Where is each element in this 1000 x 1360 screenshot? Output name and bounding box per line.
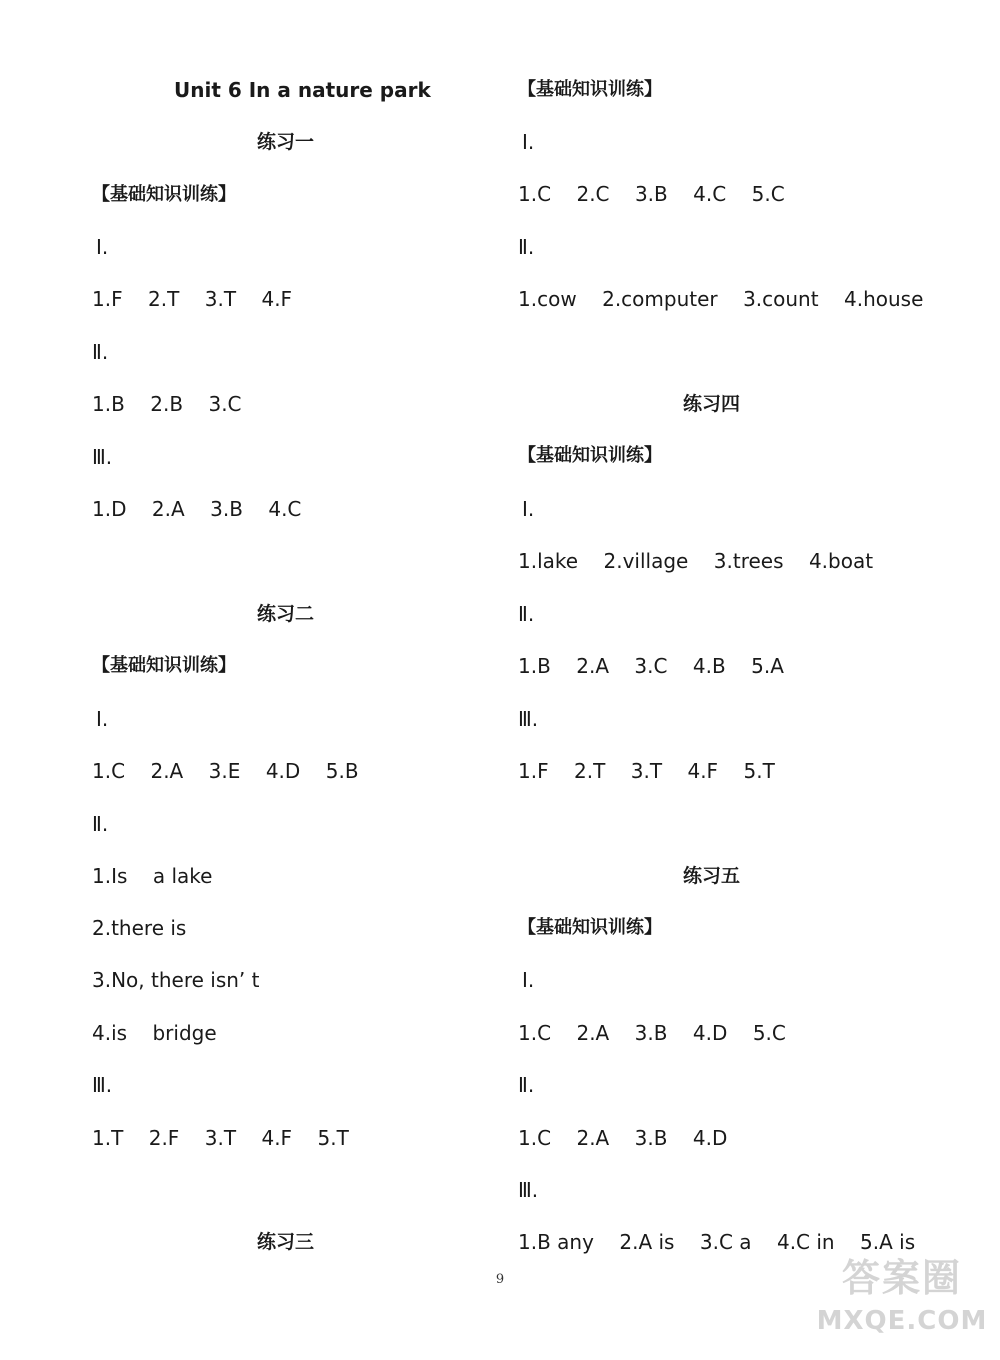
watermark-logo: [812, 1252, 992, 1352]
exercise-4-part-3-label: Ⅲ.: [518, 707, 539, 731]
exercise-2-part-3-label: Ⅲ.: [92, 1073, 113, 1097]
exercise-2-part-2-answer-2: 2.there is: [92, 916, 187, 940]
exercise-2-heading: 练习二: [257, 603, 315, 625]
exercise-3-part-1-label: Ⅰ.: [522, 130, 535, 154]
exercise-5-part-3-answers: 1.B any 2.A is 3.C a 4.C in 5.A is: [518, 1230, 916, 1254]
exercise-5-part-1-label: Ⅰ.: [522, 968, 535, 992]
exercise-1-part-1-answers: 1.F 2.T 3.T 4.F: [92, 287, 293, 311]
exercise-1-part-2-label: Ⅱ.: [92, 340, 109, 364]
exercise-2-part-3-answers: 1.T 2.F 3.T 4.F 5.T: [92, 1126, 349, 1150]
exercise-4-section: 【基础知识训练】: [518, 445, 662, 466]
exercise-3-heading: 练习三: [257, 1231, 315, 1253]
page-number: 9: [495, 1272, 505, 1287]
exercise-1-part-1-label: Ⅰ.: [96, 235, 109, 259]
exercise-3-section: 【基础知识训练】: [518, 79, 662, 100]
exercise-5-part-2-answers: 1.C 2.A 3.B 4.D: [518, 1126, 728, 1150]
exercise-2-part-2-label: Ⅱ.: [92, 812, 109, 836]
exercise-5-heading: 练习五: [683, 865, 741, 887]
exercise-3-part-2-answers: 1.cow 2.computer 3.count 4.house: [518, 287, 924, 311]
exercise-2-part-2-answer-4: 4.is bridge: [92, 1021, 217, 1045]
exercise-4-part-2-label: Ⅱ.: [518, 602, 535, 626]
exercise-2-part-1-answers: 1.C 2.A 3.E 4.D 5.B: [92, 759, 359, 783]
unit-title: Unit 6 In a nature park: [174, 78, 431, 102]
exercise-1-part-2-answers: 1.B 2.B 3.C: [92, 392, 242, 416]
watermark-logo-text: 答案圈: [841, 1256, 962, 1300]
exercise-4-part-3-answers: 1.F 2.T 3.T 4.F 5.T: [518, 759, 775, 783]
exercise-1-section: 【基础知识训练】: [92, 184, 236, 205]
exercise-1-part-3-answers: 1.D 2.A 3.B 4.C: [92, 497, 302, 521]
exercise-3-part-2-label: Ⅱ.: [518, 235, 535, 259]
exercise-4-part-1-answers: 1.lake 2.village 3.trees 4.boat: [518, 549, 874, 573]
watermark-site-text: MXQE.COM: [816, 1306, 988, 1336]
exercise-2-part-2-answer-3: 3.No, there isn’ t: [92, 968, 260, 992]
exercise-1-heading: 练习一: [257, 131, 315, 153]
exercise-5-part-3-label: Ⅲ.: [518, 1178, 539, 1202]
exercise-4-part-2-answers: 1.B 2.A 3.C 4.B 5.A: [518, 654, 784, 678]
exercise-2-part-1-label: Ⅰ.: [96, 707, 109, 731]
exercise-2-part-2-answer-1: 1.Is a lake: [92, 864, 213, 888]
exercise-4-heading: 练习四: [683, 393, 741, 415]
exercise-4-part-1-label: Ⅰ.: [522, 497, 535, 521]
exercise-3-part-1-answers: 1.C 2.C 3.B 4.C 5.C: [518, 182, 785, 206]
exercise-5-section: 【基础知识训练】: [518, 917, 662, 938]
exercise-1-part-3-label: Ⅲ.: [92, 445, 113, 469]
exercise-5-part-1-answers: 1.C 2.A 3.B 4.D 5.C: [518, 1021, 786, 1045]
exercise-2-section: 【基础知识训练】: [92, 655, 236, 676]
exercise-5-part-2-label: Ⅱ.: [518, 1073, 535, 1097]
